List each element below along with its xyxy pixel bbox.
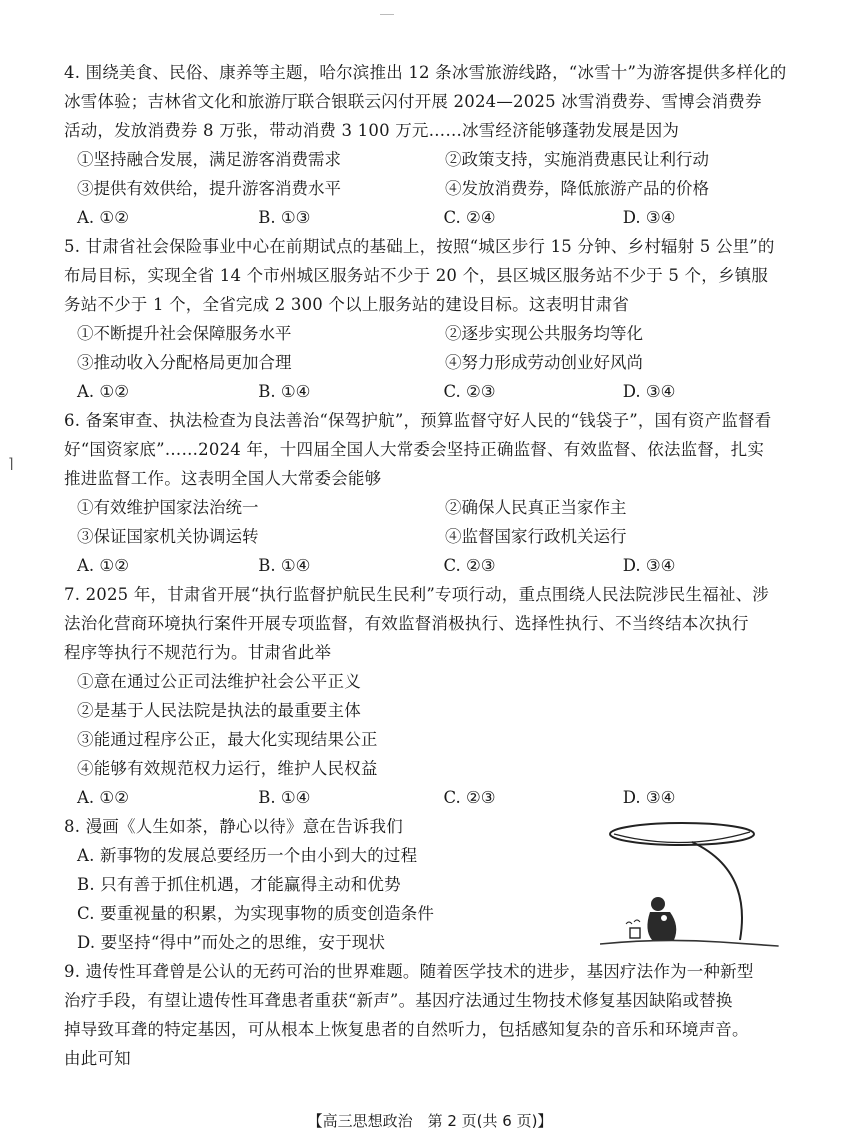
question-stem-line: 4. 围绕美食、民俗、康养等主题，哈尔滨推出 12 条冰雪旅游线路，“冰雪十”为游客提供多样化的 [64, 63, 787, 82]
question-stem-line: 法治化营商环境执行案件开展专项监督，有效监督消极执行、选择性执行、不当终结本次执行 [64, 614, 749, 633]
question-stem-line: 掉导致耳聋的特定基因，可从根本上恢复患者的自然听力，包括感知复杂的音乐和环境声音。 [64, 1020, 749, 1039]
statement-row [64, 493, 804, 522]
statement-row [64, 174, 804, 203]
question-stem-line: 推进监督工作。这表明全国人大常委会能够 [64, 469, 382, 488]
choice-d: D. ③④ [622, 382, 676, 401]
question-stem-line: 6. 备案审查、执法检查为良法善治“保驾护航”，预算监督守好人民的“钱袋子”，国有资产监督看 [64, 411, 772, 430]
statement: ③提供有效供给，提升游客消费水平 [77, 179, 341, 198]
option-c: C. 要重视量的积累，为实现事物的质变创造条件 [77, 904, 435, 923]
option-a: A. 新事物的发展总要经历一个由小到大的过程 [77, 846, 418, 865]
choice-d: D. ③④ [622, 788, 676, 807]
question-stem-line: 布局目标，实现全省 14 个市州城区服务站不少于 20 个，县区城区服务站不少于 5 个，乡镇服 [64, 266, 769, 285]
choice-d: D. ③④ [622, 556, 676, 575]
question-4 [64, 58, 804, 232]
choice-b: B. ①④ [258, 382, 311, 401]
choice-b: B. ①④ [258, 788, 311, 807]
statement: ②政策支持，实施消费惠民让利行动 [445, 150, 709, 169]
choice-a: A. ①② [77, 556, 129, 575]
choice-c: C. ②③ [443, 556, 496, 575]
question-stem-line: 冰雪体验；吉林省文化和旅游厅联合银联云闪付开展 2024—2025 冰雪消费券、雪博会消费券 [64, 92, 762, 111]
statement: ④能够有效规范权力运行，维护人民权益 [77, 759, 378, 778]
choice-a: A. ①② [77, 382, 129, 401]
statement: ①坚持融合发展，满足游客消费需求 [77, 150, 341, 169]
statement: ③保证国家机关协调运转 [77, 527, 259, 546]
question-stem-line: 活动，发放消费券 8 万张，带动消费 3 100 万元……冰雪经济能够蓬勃发展是因为 [64, 121, 680, 140]
statement: ③能通过程序公正，最大化实现结果公正 [77, 730, 378, 749]
scan-mark [380, 14, 394, 15]
question-stem-line: 8. 漫画《人生如茶，静心以待》意在告诉我们 [64, 817, 403, 836]
choice-c: C. ②③ [443, 382, 496, 401]
choice-c: C. ②③ [443, 788, 496, 807]
statement: ④努力形成劳动创业好风尚 [445, 353, 643, 372]
choice-d: D. ③④ [622, 208, 676, 227]
statement: ①不断提升社会保障服务水平 [77, 324, 292, 343]
question-7 [64, 580, 804, 812]
question-9 [64, 957, 804, 1073]
question-stem-line: 7. 2025 年，甘肃省开展“执行监督护航民生民利”专项行动，重点围绕人民法院涉民生福祉、涉 [64, 585, 769, 604]
option-d: D. 要坚持“得中”而处之的思维，安于现状 [77, 933, 386, 952]
cartoon-illustration [600, 812, 780, 962]
question-stem-line: 治疗手段，有望让遗传性耳聋患者重获“新声”。基因疗法通过生物技术修复基因缺陷或替换 [64, 991, 733, 1010]
question-6 [64, 406, 804, 580]
statement-row [64, 145, 804, 174]
question-stem-line: 5. 甘肃省社会保险事业中心在前期试点的基础上，按照“城区步行 15 分钟、乡村辐射 5 公里”的 [64, 237, 775, 256]
statement: ④监督国家行政机关运行 [445, 527, 627, 546]
choice-c: C. ②④ [443, 208, 496, 227]
option-b: B. 只有善于抓住机遇，才能赢得主动和优势 [77, 875, 401, 894]
question-stem-line: 9. 遗传性耳聋曾是公认的无药可治的世界难题。随着医学技术的进步，基因疗法作为一种新型 [64, 962, 754, 981]
statement: ④发放消费券，降低旅游产品的价格 [445, 179, 709, 198]
choice-row [64, 551, 804, 580]
statement: ②逐步实现公共服务均等化 [445, 324, 643, 343]
question-stem-line: 务站不少于 1 个，全省完成 2 300 个以上服务站的建设目标。这表明甘肃省 [64, 295, 630, 314]
statement-row [64, 319, 804, 348]
question-stem-line: 程序等执行不规范行为。甘肃省此举 [64, 643, 332, 662]
statement-row [64, 348, 804, 377]
question-5 [64, 232, 804, 406]
question-stem-line: 由此可知 [64, 1049, 131, 1068]
statement: ①有效维护国家法治统一 [77, 498, 259, 517]
choice-a: A. ①② [77, 788, 129, 807]
margin-mark: ⌉ [8, 456, 14, 472]
choice-row [64, 783, 804, 812]
choice-row [64, 203, 804, 232]
statement: ①意在通过公正司法维护社会公平正义 [77, 672, 361, 691]
page-footer: 【高三思想政治 第 2 页(共 6 页)】 [307, 1112, 553, 1130]
statement-row [64, 522, 804, 551]
statement: ③推动收入分配格局更加合理 [77, 353, 292, 372]
question-stem-line: 好“国资家底”……2024 年，十四届全国人大常委会坚持正确监督、有效监督、依法监督，扎实 [64, 440, 765, 459]
choice-row [64, 377, 804, 406]
statement: ②确保人民真正当家作主 [445, 498, 627, 517]
choice-b: B. ①③ [258, 208, 311, 227]
choice-b: B. ①④ [258, 556, 311, 575]
statement: ②是基于人民法院是执法的最重要主体 [77, 701, 361, 720]
choice-a: A. ①② [77, 208, 129, 227]
